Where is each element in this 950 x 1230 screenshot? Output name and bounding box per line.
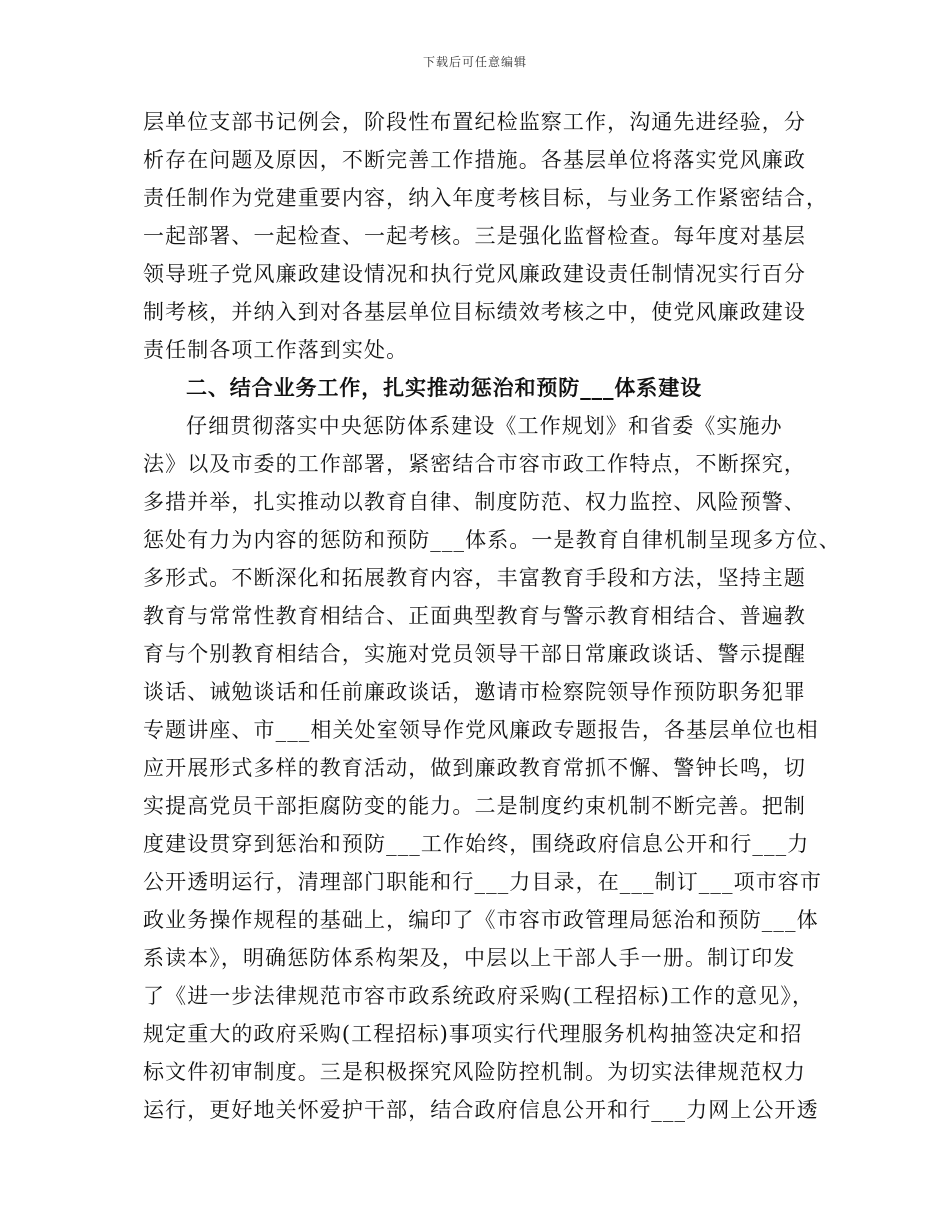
text-line: 析存在问题及原因，不断完善工作措施。各基层单位将落实党风廉政 (143, 148, 806, 172)
text-line: 系读本》，明确惩防体系构架及，中层以上干部人手一册。制订印发 (143, 946, 796, 970)
text-line: 制考核，并纳入到对各基层单位目标绩效考核之中，使党风廉政建设 (143, 300, 806, 324)
text-line: 仔细贯彻落实中央惩防体系建设《工作规划》和省委《实施办 (186, 414, 783, 438)
text-line: 责任制作为党建重要内容，纳入年度考核目标，与业务工作紧密结合， (143, 186, 829, 210)
page-header-note: 下载后可任意编辑 (422, 55, 527, 69)
text-line: 一起部署、一起检查、一起考核。三是强化监督检查。每年度对基层 (143, 224, 806, 248)
text-line: 多形式。不断深化和拓展教育内容，丰富教育手段和方法，坚持主题 (143, 566, 806, 590)
text-line: 公开透明运行，清理部门职能和行___力目录，在___制订___项市容市 (143, 870, 822, 894)
section-heading: 二、结合业务工作，扎实推动惩治和预防___体系建设 (186, 376, 702, 400)
text-line: 惩处有力为内容的惩防和预防___体系。一是教育自律机制呈现多方位、 (143, 528, 841, 552)
text-line: 谈话、诫勉谈话和任前廉政谈话，邀请市检察院领导作预防职务犯罪 (143, 680, 806, 704)
text-line: 了《进一步法律规范市容市政系统政府采购(工程招标)工作的意见》， (143, 984, 815, 1008)
text-line: 法》以及市委的工作部署，紧密结合市容市政工作特点，不断探究， (143, 452, 806, 476)
text-line: 多措并举，扎实推动以教育自律、制度防范、权力监控、风险预警、 (143, 490, 806, 514)
text-line: 运行，更好地关怀爱护干部，结合政府信息公开和行___力网上公开透 (143, 1098, 819, 1122)
text-line: 层单位支部书记例会，阶段性布置纪检监察工作，沟通先进经验，分 (143, 110, 806, 134)
text-line: 专题讲座、市___相关处室领导作党风廉政专题报告，各基层单位也相 (143, 718, 819, 742)
text-line: 规定重大的政府采购(工程招标)事项实行代理服务机构抽签决定和招 (143, 1022, 803, 1046)
text-line: 领导班子党风廉政建设情况和执行党风廉政建设责任制情况实行百分 (143, 262, 806, 286)
text-line: 育与个别教育相结合，实施对党员领导干部日常廉政谈话、警示提醒 (143, 642, 806, 666)
text-line: 度建设贯穿到惩治和预防___工作始终，围绕政府信息公开和行___力 (143, 832, 810, 856)
text-line: 教育与常常性教育相结合、正面典型教育与警示教育相结合、普遍教 (143, 604, 806, 628)
text-line: 政业务操作规程的基础上，编印了《市容市政管理局惩治和预防___体 (143, 908, 819, 932)
text-line: 实提高党员干部拒腐防变的能力。二是制度约束机制不断完善。把制 (143, 794, 806, 818)
text-line: 标文件初审制度。三是积极探究风险防控机制。为切实法律规范权力 (143, 1060, 806, 1084)
text-line: 责任制各项工作落到实处。 (143, 338, 409, 362)
text-line: 应开展形式多样的教育活动，做到廉政教育常抓不懈、警钟长鸣，切 (143, 756, 806, 780)
